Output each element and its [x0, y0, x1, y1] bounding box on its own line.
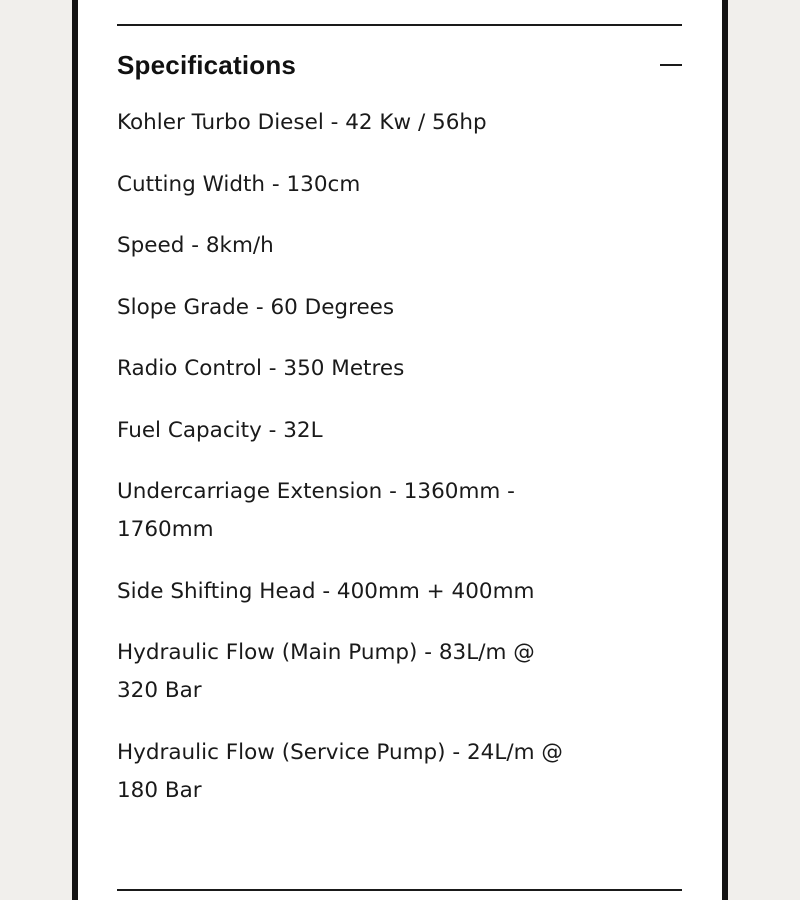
spec-list — [117, 104, 577, 833]
page-content — [78, 0, 722, 900]
spec-item: Slope Grade - 60 Degrees — [117, 294, 395, 320]
spec-item: Cutting Width - 130cm — [117, 171, 361, 197]
spec-item: Speed - 8km/h — [117, 233, 274, 258]
specifications-accordion-header[interactable] — [117, 44, 682, 88]
section-title: Specifications — [117, 50, 297, 80]
spec-item: Fuel Capacity - 32L — [117, 417, 323, 443]
bottom-divider — [117, 889, 682, 891]
minus-icon[interactable] — [660, 64, 682, 66]
spec-item: Radio Control - 350 Metres — [117, 356, 405, 381]
spec-item: Hydraulic Flow (Main Pump) - 83L/m @ 320 Bar — [117, 640, 535, 703]
top-divider — [117, 24, 682, 26]
spec-item: Side Shifting Head - 400mm + 400mm — [117, 578, 535, 604]
spec-item: Kohler Turbo Diesel - 42 Kw / 56hp — [117, 110, 487, 135]
spec-item: Undercarriage Extension - 1360mm - 1760mm — [117, 479, 515, 542]
spec-item: Hydraulic Flow (Service Pump) - 24L/m @ 180 Bar — [117, 739, 563, 803]
